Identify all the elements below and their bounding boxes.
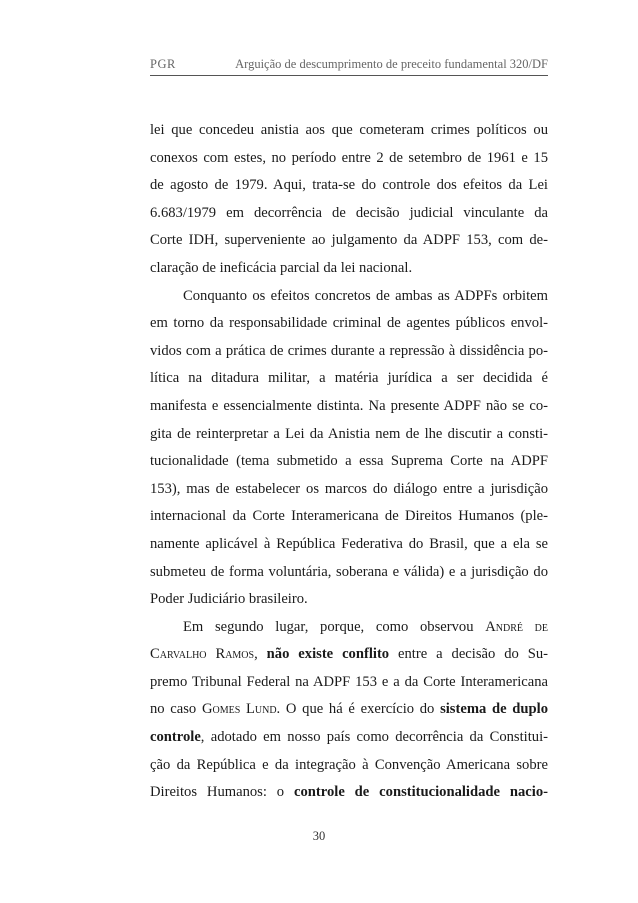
text-line: tucionalidade (tema submetido a essa Suprema Corte na ADPF <box>150 453 548 470</box>
text-line: Conquanto os efeitos concretos de ambas as ADPFs orbitem <box>183 287 548 304</box>
text-line: claração de ineficácia parcial da lei nacional. <box>150 259 413 276</box>
text-line <box>150 614 548 642</box>
text-run: entre a decisão do Su- <box>389 646 549 663</box>
text-line <box>150 779 548 807</box>
paragraph-2 <box>150 283 548 614</box>
text-line <box>150 696 548 724</box>
text-run: , <box>254 646 267 663</box>
bold-emphasis: controle de constitucionalidade nacio- <box>294 784 548 801</box>
text-line: lítica na ditadura militar, a matéria jurídica a ser decidida é <box>150 370 548 387</box>
bold-emphasis: sistema de duplo <box>440 701 548 718</box>
author-name: Carvalho Ramos <box>150 646 255 663</box>
header-org: PGR <box>150 57 176 71</box>
text-line: vidos com a prática de crimes durante a repressão à dissidência po- <box>150 342 548 359</box>
running-header <box>150 57 548 76</box>
text-line <box>150 724 548 752</box>
bold-emphasis: não existe conflito <box>266 646 390 663</box>
header-document-title: Arguição de descumprimento de preceito fundamental 320/DF <box>235 57 548 71</box>
case-name: Gomes Lund <box>201 701 277 718</box>
text-run: Em segundo lugar, porque, como observou <box>183 618 474 635</box>
text-line: Poder Judiciário brasileiro. <box>150 591 308 608</box>
text-run: no caso <box>150 701 202 718</box>
text-line: gita de reinterpretar a Lei da Anistia nem de lhe discutir a consti- <box>150 425 548 442</box>
author-name: André de <box>485 618 549 635</box>
text-line: 153), mas de estabelecer os marcos do diálogo entre a jurisdição <box>150 480 548 497</box>
text-line: premo Tribunal Federal na ADPF 153 e a da Corte Interamericana <box>150 673 548 690</box>
text-line: lei que concedeu anistia aos que cometeram crimes políticos ou <box>150 122 548 138</box>
text-line <box>150 641 548 669</box>
text-line: manifesta e essencialmente distinta. Na presente ADPF não se co- <box>150 397 548 414</box>
body-text <box>150 117 548 807</box>
page-number: 30 <box>312 829 326 843</box>
paragraph-3 <box>150 614 548 807</box>
text-line: ção da República e da integração à Convenção Americana sobre <box>150 756 548 773</box>
bold-emphasis: controle <box>150 729 201 746</box>
text-line: em torno da responsabilidade criminal de agentes públicos envol- <box>150 315 548 332</box>
paragraph-1 <box>150 117 548 283</box>
text-line: submeteu de forma voluntária, soberana e válida) e a jurisdição do <box>150 563 548 580</box>
text-line: Corte IDH, superveniente ao julgamento da ADPF 153, com de- <box>150 232 548 249</box>
text-run: Direitos Humanos: o <box>150 784 294 801</box>
text-line: conexos com estes, no período entre 2 de setembro de 1961 e 15 <box>150 149 548 166</box>
text-line: 6.683/1979 em decorrência de decisão judicial vinculante da <box>150 204 548 221</box>
text-line: de agosto de 1979. Aqui, trata-se do controle dos efeitos da Lei <box>150 177 548 194</box>
text-line: internacional da Corte Interamericana de Direitos Humanos (ple- <box>150 508 548 525</box>
text-run: . O que há é exercício do <box>276 701 441 718</box>
text-run: , adotado em nosso país como decorrência da Constitui- <box>200 729 548 746</box>
text-line: namente aplicável à República Federativa do Brasil, que a ela se <box>150 535 548 552</box>
